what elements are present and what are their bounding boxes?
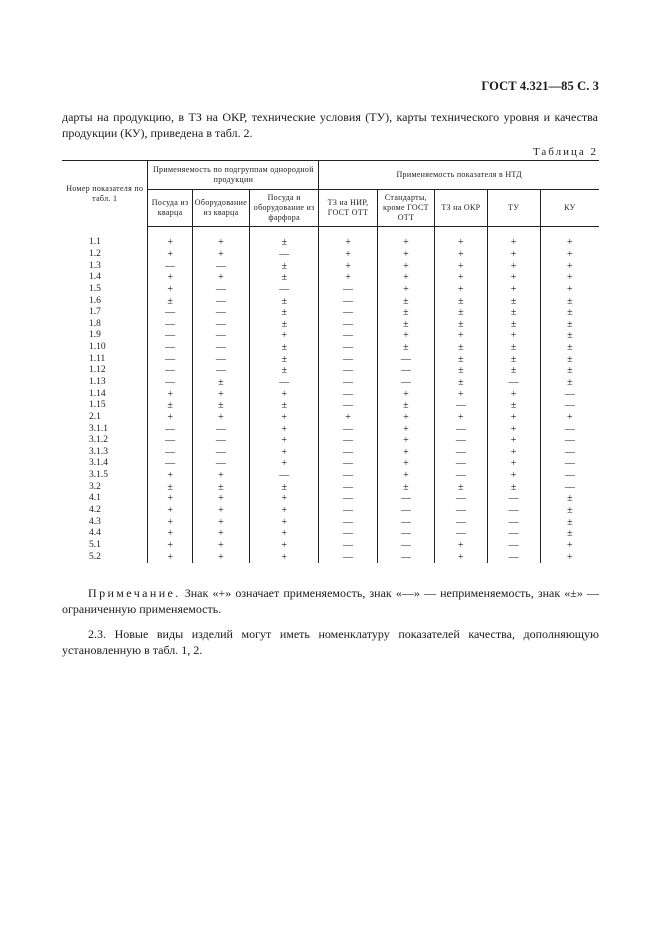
row-number: 3.1.1 bbox=[89, 423, 108, 434]
applicability-cell: ± bbox=[540, 516, 599, 528]
col-header: Оборудование из кварца bbox=[192, 190, 249, 227]
applicability-cell: ± bbox=[487, 307, 540, 319]
applicability-cell: — bbox=[540, 388, 599, 400]
applicability-cell: + bbox=[487, 284, 540, 296]
applicability-cell: ± bbox=[148, 400, 192, 412]
applicability-cell: — bbox=[319, 365, 377, 377]
applicability-cell: + bbox=[435, 227, 487, 249]
row-number: 5.2 bbox=[89, 551, 101, 562]
applicability-cell: + bbox=[319, 260, 377, 272]
applicability-cell: — bbox=[319, 318, 377, 330]
applicability-cell: ± bbox=[377, 295, 434, 307]
applicability-cell: ± bbox=[148, 481, 192, 493]
applicability-cell: + bbox=[435, 330, 487, 342]
applicability-cell: ± bbox=[250, 318, 319, 330]
table-row bbox=[62, 458, 599, 470]
col-header: Посуда из кварца bbox=[148, 190, 192, 227]
applicability-cell: + bbox=[148, 272, 192, 284]
table-row bbox=[62, 516, 599, 528]
applicability-cell: — bbox=[540, 400, 599, 412]
applicability-cell: + bbox=[192, 528, 249, 540]
applicability-cell: — bbox=[148, 447, 192, 459]
applicability-cell: ± bbox=[192, 481, 249, 493]
applicability-cell: ± bbox=[540, 318, 599, 330]
applicability-cell: + bbox=[319, 227, 377, 249]
applicability-cell: — bbox=[319, 330, 377, 342]
applicability-cell: — bbox=[319, 551, 377, 563]
applicability-cell: — bbox=[540, 481, 599, 493]
applicability-cell: — bbox=[319, 540, 377, 552]
applicability-cell: — bbox=[148, 458, 192, 470]
applicability-cell: + bbox=[540, 284, 599, 296]
applicability-cell: ± bbox=[540, 307, 599, 319]
applicability-cell: ± bbox=[540, 365, 599, 377]
applicability-cell: + bbox=[250, 551, 319, 563]
table-row bbox=[62, 249, 599, 261]
applicability-cell: — bbox=[192, 458, 249, 470]
applicability-cell: + bbox=[192, 388, 249, 400]
table-row bbox=[62, 353, 599, 365]
applicability-cell: + bbox=[319, 412, 377, 424]
applicability-cell: ± bbox=[487, 353, 540, 365]
applicability-cell: — bbox=[319, 423, 377, 435]
applicability-cell: ± bbox=[540, 493, 599, 505]
applicability-cell: + bbox=[540, 227, 599, 249]
applicability-cell: + bbox=[148, 505, 192, 517]
applicability-cell: — bbox=[319, 400, 377, 412]
applicability-cell: + bbox=[487, 249, 540, 261]
applicability-cell: + bbox=[250, 447, 319, 459]
applicability-cell: — bbox=[540, 423, 599, 435]
applicability-cell: + bbox=[250, 458, 319, 470]
applicability-cell: + bbox=[192, 412, 249, 424]
table-row bbox=[62, 284, 599, 296]
applicability-cell: ± bbox=[487, 400, 540, 412]
applicability-cell: + bbox=[377, 412, 434, 424]
applicability-cell: + bbox=[487, 330, 540, 342]
applicability-cell: — bbox=[192, 342, 249, 354]
applicability-cell: + bbox=[250, 516, 319, 528]
row-number: 1.8 bbox=[89, 318, 101, 329]
applicability-cell: + bbox=[487, 412, 540, 424]
applicability-cell: ± bbox=[435, 365, 487, 377]
applicability-cell: + bbox=[377, 388, 434, 400]
applicability-cell: + bbox=[540, 249, 599, 261]
applicability-cell: ± bbox=[540, 377, 599, 389]
row-number: 1.14 bbox=[89, 388, 106, 399]
applicability-cell: — bbox=[148, 330, 192, 342]
row-number: 1.9 bbox=[89, 330, 101, 341]
applicability-cell: — bbox=[435, 493, 487, 505]
applicability-cell: ± bbox=[377, 318, 434, 330]
applicability-cell: — bbox=[319, 493, 377, 505]
table-row bbox=[62, 227, 599, 249]
applicability-cell: — bbox=[148, 342, 192, 354]
applicability-cell: ± bbox=[250, 272, 319, 284]
applicability-cell: ± bbox=[487, 318, 540, 330]
applicability-cell: + bbox=[487, 260, 540, 272]
applicability-cell: — bbox=[435, 447, 487, 459]
applicability-cell: + bbox=[148, 528, 192, 540]
applicability-cell: + bbox=[148, 412, 192, 424]
applicability-cell: — bbox=[319, 307, 377, 319]
table-row bbox=[62, 551, 599, 563]
row-number: 4.1 bbox=[89, 493, 101, 504]
row-number: 4.3 bbox=[89, 516, 101, 527]
applicability-cell: — bbox=[319, 295, 377, 307]
applicability-cell: ± bbox=[250, 400, 319, 412]
row-number: 1.1 bbox=[89, 237, 101, 248]
applicability-cell: — bbox=[540, 447, 599, 459]
applicability-cell: ± bbox=[540, 295, 599, 307]
applicability-cell: + bbox=[148, 249, 192, 261]
applicability-cell: + bbox=[435, 284, 487, 296]
applicability-cell: + bbox=[487, 227, 540, 249]
note-text: Знак «+» означает применяемость, знак «—» — неприменяемость, знак «±» — ограниченную применяемость. bbox=[62, 586, 600, 616]
row-number: 3.1.2 bbox=[89, 435, 108, 446]
applicability-cell: + bbox=[377, 423, 434, 435]
table-row bbox=[62, 307, 599, 319]
applicability-cell: + bbox=[377, 447, 434, 459]
applicability-cell: — bbox=[192, 423, 249, 435]
row-number: 3.2 bbox=[89, 481, 101, 492]
table-row bbox=[62, 528, 599, 540]
table-row bbox=[62, 342, 599, 354]
applicability-cell: — bbox=[435, 528, 487, 540]
applicability-cell: — bbox=[148, 260, 192, 272]
applicability-cell: + bbox=[250, 528, 319, 540]
note-label: Примечание. bbox=[88, 586, 181, 600]
row-number: 4.2 bbox=[89, 505, 101, 516]
applicability-cell: — bbox=[377, 528, 434, 540]
applicability-cell: + bbox=[148, 516, 192, 528]
row-number: 1.12 bbox=[89, 365, 106, 376]
applicability-cell: ± bbox=[250, 295, 319, 307]
applicability-cell: — bbox=[435, 423, 487, 435]
applicability-cell: — bbox=[148, 423, 192, 435]
applicability-cell: + bbox=[192, 227, 249, 249]
table-label: Таблица 2 bbox=[532, 146, 598, 158]
applicability-cell: + bbox=[435, 260, 487, 272]
applicability-cell: + bbox=[540, 412, 599, 424]
row-number: 1.2 bbox=[89, 248, 101, 259]
applicability-cell: — bbox=[487, 540, 540, 552]
applicability-cell: + bbox=[319, 249, 377, 261]
applicability-cell: + bbox=[435, 272, 487, 284]
applicability-cell: ± bbox=[250, 365, 319, 377]
row-number: 1.3 bbox=[89, 260, 101, 271]
applicability-cell: — bbox=[487, 493, 540, 505]
applicability-cell: — bbox=[377, 493, 434, 505]
col-header: ТЗ на ОКР bbox=[435, 190, 487, 227]
applicability-cell: + bbox=[377, 249, 434, 261]
applicability-cell: — bbox=[487, 505, 540, 517]
applicability-cell: — bbox=[319, 528, 377, 540]
applicability-cell: — bbox=[540, 435, 599, 447]
applicability-cell: ± bbox=[250, 481, 319, 493]
applicability-cell: ± bbox=[250, 227, 319, 249]
applicability-cell: ± bbox=[435, 481, 487, 493]
applicability-cell: + bbox=[435, 412, 487, 424]
applicability-cell: — bbox=[319, 377, 377, 389]
applicability-cell: — bbox=[192, 365, 249, 377]
applicability-cell: — bbox=[148, 307, 192, 319]
applicability-cell: — bbox=[435, 516, 487, 528]
applicability-cell: + bbox=[148, 227, 192, 249]
row-number: 3.1.4 bbox=[89, 458, 108, 469]
applicability-cell: + bbox=[192, 493, 249, 505]
table-row bbox=[62, 540, 599, 552]
applicability-cell: — bbox=[192, 435, 249, 447]
applicability-cell: — bbox=[435, 435, 487, 447]
applicability-cell: — bbox=[250, 470, 319, 482]
applicability-cell: — bbox=[192, 318, 249, 330]
table-row bbox=[62, 493, 599, 505]
applicability-cell: + bbox=[435, 540, 487, 552]
applicability-cell: — bbox=[487, 377, 540, 389]
applicability-cell: — bbox=[377, 353, 434, 365]
applicability-cell: + bbox=[487, 388, 540, 400]
applicability-cell: + bbox=[435, 551, 487, 563]
col-header: КУ bbox=[540, 190, 599, 227]
col-header: ТУ bbox=[487, 190, 540, 227]
applicability-cell: — bbox=[377, 377, 434, 389]
applicability-cell: — bbox=[192, 330, 249, 342]
row-number: 1.4 bbox=[89, 272, 101, 283]
applicability-cell: + bbox=[540, 272, 599, 284]
applicability-cell: + bbox=[192, 540, 249, 552]
applicability-cell: + bbox=[377, 227, 434, 249]
applicability-cell: — bbox=[192, 284, 249, 296]
applicability-cell: + bbox=[319, 272, 377, 284]
table-row bbox=[62, 365, 599, 377]
applicability-cell: — bbox=[319, 481, 377, 493]
applicability-cell: + bbox=[192, 272, 249, 284]
applicability-cell: + bbox=[148, 540, 192, 552]
applicability-cell: ± bbox=[487, 365, 540, 377]
row-number: 1.11 bbox=[89, 353, 106, 364]
applicability-cell: ± bbox=[377, 400, 434, 412]
table-row bbox=[62, 423, 599, 435]
applicability-cell: ± bbox=[435, 353, 487, 365]
applicability-cell: + bbox=[250, 540, 319, 552]
applicability-cell: — bbox=[319, 342, 377, 354]
applicability-cell: ± bbox=[487, 342, 540, 354]
applicability-cell: ± bbox=[540, 528, 599, 540]
applicability-cell: — bbox=[319, 516, 377, 528]
applicability-cell: — bbox=[192, 295, 249, 307]
applicability-cell: — bbox=[250, 284, 319, 296]
table-note bbox=[62, 586, 599, 617]
row-number: 1.5 bbox=[89, 283, 101, 294]
applicability-cell: — bbox=[377, 551, 434, 563]
applicability-cell: + bbox=[250, 505, 319, 517]
applicability-cell: + bbox=[377, 330, 434, 342]
intro-paragraph: дарты на продукцию, в ТЗ на ОКР, технические условия (ТУ), карты технического уровня и качества продукции (КУ), приведена в табл. 2. bbox=[62, 110, 598, 140]
applicability-cell: + bbox=[250, 412, 319, 424]
applicability-cell: + bbox=[487, 447, 540, 459]
applicability-cell: + bbox=[192, 551, 249, 563]
applicability-cell: + bbox=[250, 435, 319, 447]
applicability-cell: + bbox=[192, 470, 249, 482]
applicability-cell: — bbox=[319, 388, 377, 400]
applicability-cell: + bbox=[435, 388, 487, 400]
applicability-cell: — bbox=[487, 551, 540, 563]
applicability-cell: — bbox=[487, 516, 540, 528]
row-number: 1.7 bbox=[89, 307, 101, 318]
row-number: 3.1.5 bbox=[89, 470, 108, 481]
applicability-cell: — bbox=[192, 307, 249, 319]
applicability-cell: — bbox=[192, 260, 249, 272]
applicability-cell: + bbox=[148, 551, 192, 563]
applicability-cell: ± bbox=[540, 330, 599, 342]
applicability-cell: — bbox=[148, 318, 192, 330]
row-number: 1.10 bbox=[89, 342, 106, 353]
applicability-cell: ± bbox=[377, 307, 434, 319]
applicability-cell: — bbox=[487, 528, 540, 540]
table-row bbox=[62, 447, 599, 459]
applicability-cell: ± bbox=[250, 342, 319, 354]
applicability-cell: — bbox=[435, 400, 487, 412]
applicability-cell: — bbox=[148, 435, 192, 447]
table-row bbox=[62, 377, 599, 389]
table-row bbox=[62, 318, 599, 330]
paragraph-2-3: 2.3. Новые виды изделий могут иметь номенклатуру показателей качества, дополняющую установленную в табл. 1, 2. bbox=[62, 627, 599, 657]
table-row bbox=[62, 435, 599, 447]
applicability-cell: — bbox=[377, 540, 434, 552]
applicability-cell: + bbox=[487, 435, 540, 447]
applicability-cell: — bbox=[435, 470, 487, 482]
applicability-cell: + bbox=[250, 330, 319, 342]
applicability-cell: ± bbox=[435, 307, 487, 319]
applicability-cell: + bbox=[192, 249, 249, 261]
applicability-cell: — bbox=[319, 505, 377, 517]
table-row bbox=[62, 412, 599, 424]
applicability-cell: — bbox=[250, 377, 319, 389]
applicability-cell: + bbox=[148, 470, 192, 482]
applicability-cell: — bbox=[377, 505, 434, 517]
applicability-cell: + bbox=[250, 388, 319, 400]
table-row bbox=[62, 505, 599, 517]
applicability-cell: + bbox=[487, 458, 540, 470]
applicability-cell: ± bbox=[435, 318, 487, 330]
applicability-cell: ± bbox=[250, 260, 319, 272]
applicability-cell: ± bbox=[435, 342, 487, 354]
row-number: 1.13 bbox=[89, 377, 106, 387]
row-number: 3.1.3 bbox=[89, 446, 108, 457]
applicability-cell: ± bbox=[540, 505, 599, 517]
applicability-cell: — bbox=[540, 458, 599, 470]
applicability-cell: + bbox=[487, 470, 540, 482]
col-header-number: Номер показателя по табл. 1 bbox=[62, 161, 148, 227]
table-row bbox=[62, 260, 599, 272]
row-number: 2.1 bbox=[89, 411, 101, 422]
applicability-cell: + bbox=[377, 260, 434, 272]
applicability-cell: ± bbox=[540, 353, 599, 365]
applicability-cell: + bbox=[487, 272, 540, 284]
applicability-cell: ± bbox=[148, 295, 192, 307]
col-header: ТЗ на НИР, ГОСТ ОТТ bbox=[319, 190, 377, 227]
applicability-cell: — bbox=[148, 377, 192, 389]
applicability-cell: — bbox=[319, 435, 377, 447]
applicability-cell: ± bbox=[487, 295, 540, 307]
applicability-cell: ± bbox=[250, 353, 319, 365]
applicability-cell: — bbox=[148, 365, 192, 377]
applicability-cell: + bbox=[435, 249, 487, 261]
applicability-cell: ± bbox=[250, 307, 319, 319]
applicability-cell: + bbox=[540, 551, 599, 563]
applicability-cell: — bbox=[148, 353, 192, 365]
applicability-cell: — bbox=[192, 447, 249, 459]
applicability-cell: + bbox=[487, 423, 540, 435]
col-header: Стандарты, кроме ГОСТ ОТТ bbox=[377, 190, 434, 227]
applicability-cell: + bbox=[148, 284, 192, 296]
table-row bbox=[62, 388, 599, 400]
col-group-ntd: Применяемость показателя в НТД bbox=[319, 161, 599, 190]
applicability-cell: — bbox=[435, 505, 487, 517]
applicability-cell: — bbox=[250, 249, 319, 261]
applicability-cell: — bbox=[319, 458, 377, 470]
row-number: 4.4 bbox=[89, 528, 101, 539]
table-row bbox=[62, 330, 599, 342]
applicability-cell: ± bbox=[377, 481, 434, 493]
applicability-cell: + bbox=[250, 423, 319, 435]
applicability-cell: + bbox=[377, 272, 434, 284]
row-number: 1.6 bbox=[89, 295, 101, 306]
applicability-table bbox=[62, 160, 599, 563]
row-number: 5.1 bbox=[89, 539, 101, 550]
applicability-cell: — bbox=[192, 353, 249, 365]
applicability-cell: ± bbox=[435, 295, 487, 307]
applicability-cell: ± bbox=[487, 481, 540, 493]
applicability-cell: + bbox=[377, 470, 434, 482]
applicability-cell: — bbox=[319, 353, 377, 365]
applicability-cell: + bbox=[148, 388, 192, 400]
applicability-cell: ± bbox=[435, 377, 487, 389]
applicability-cell: ± bbox=[377, 342, 434, 354]
table-row bbox=[62, 481, 599, 493]
applicability-cell: — bbox=[319, 284, 377, 296]
applicability-cell: ± bbox=[192, 377, 249, 389]
table-row bbox=[62, 295, 599, 307]
applicability-cell: + bbox=[377, 284, 434, 296]
applicability-cell: + bbox=[540, 260, 599, 272]
col-header: Посуда и оборудование из фарфора bbox=[250, 190, 319, 227]
applicability-cell: + bbox=[377, 435, 434, 447]
row-number: 1.15 bbox=[89, 400, 106, 411]
page-header: ГОСТ 4.321—85 С. 3 bbox=[481, 79, 599, 93]
applicability-cell: + bbox=[377, 458, 434, 470]
applicability-cell: + bbox=[192, 505, 249, 517]
table-row bbox=[62, 470, 599, 482]
applicability-cell: ± bbox=[192, 400, 249, 412]
applicability-cell: ± bbox=[540, 342, 599, 354]
applicability-cell: + bbox=[250, 493, 319, 505]
table-row bbox=[62, 400, 599, 412]
applicability-cell: — bbox=[319, 470, 377, 482]
col-group-subgroups: Применяемость по подгруппам однородной продукции bbox=[148, 161, 319, 190]
applicability-cell: — bbox=[319, 447, 377, 459]
applicability-cell: — bbox=[377, 516, 434, 528]
applicability-cell: + bbox=[192, 516, 249, 528]
applicability-cell: — bbox=[540, 470, 599, 482]
applicability-cell: — bbox=[377, 365, 434, 377]
applicability-cell: + bbox=[540, 540, 599, 552]
applicability-cell: + bbox=[148, 493, 192, 505]
applicability-cell: — bbox=[435, 458, 487, 470]
table-row bbox=[62, 272, 599, 284]
